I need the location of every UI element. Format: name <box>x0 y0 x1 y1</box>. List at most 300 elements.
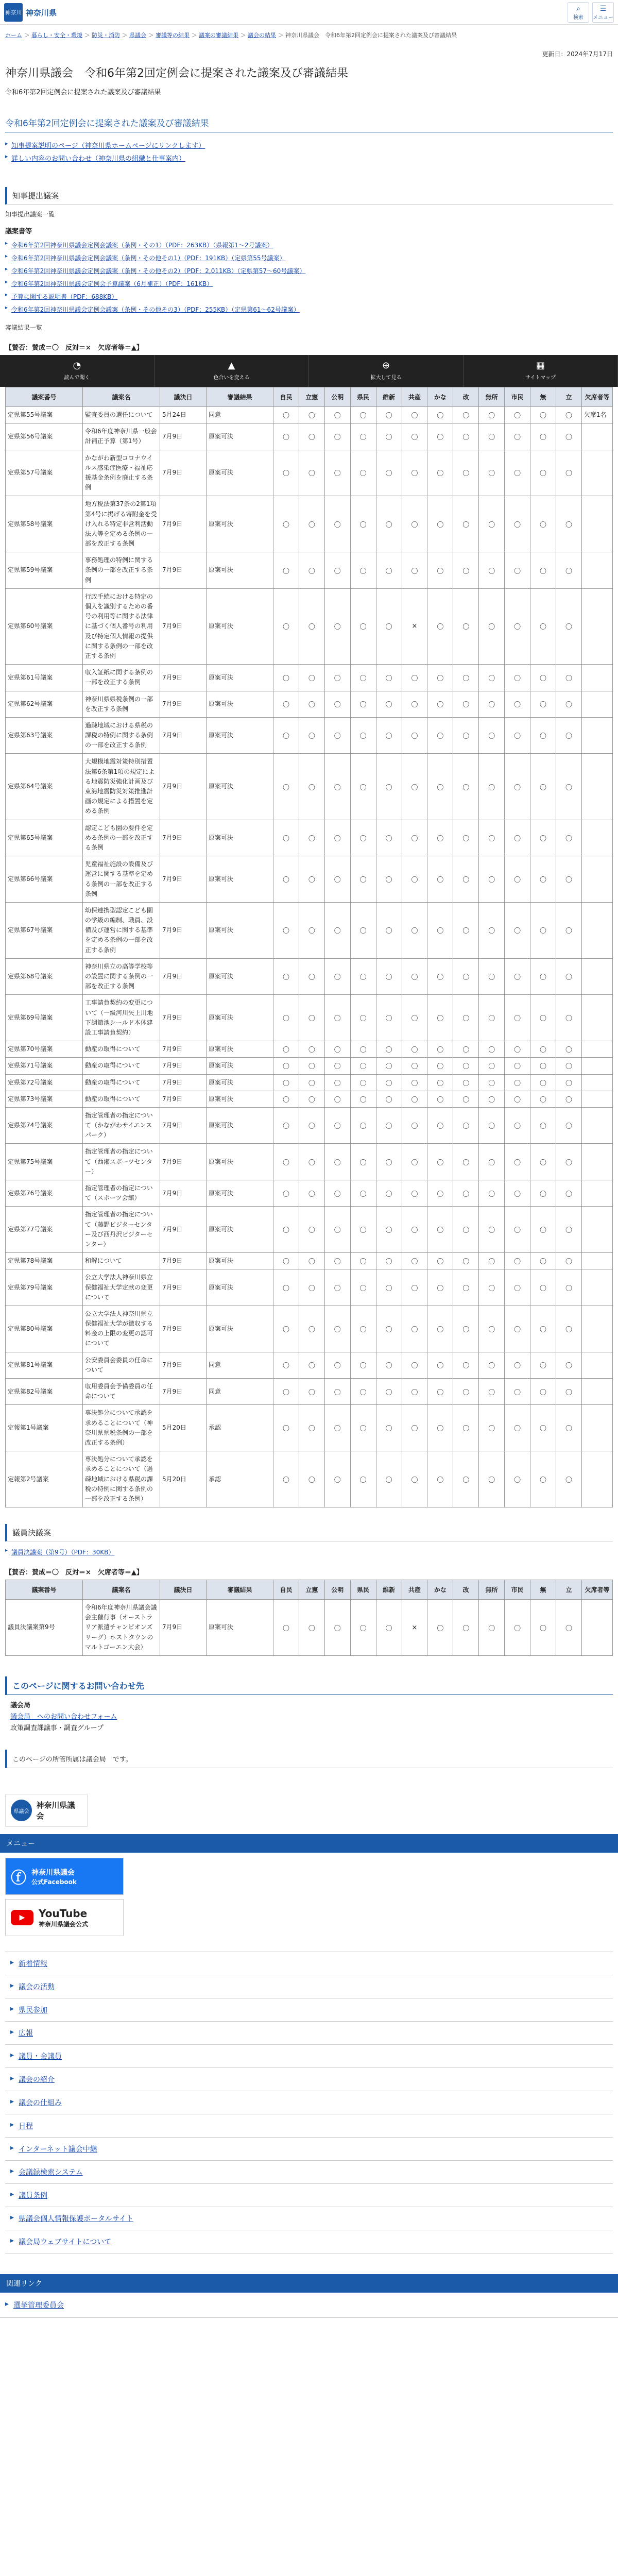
table-header-row <box>6 1580 613 1600</box>
vote-date: 7月9日 <box>160 995 207 1041</box>
table-row <box>6 820 613 856</box>
vote-mark: 〇 <box>427 1379 453 1405</box>
vote-mark: 〇 <box>530 1600 556 1656</box>
vote-mark: 〇 <box>505 1306 530 1352</box>
vote-mark: 〇 <box>427 691 453 717</box>
vote-mark: 〇 <box>350 1058 376 1074</box>
table-row <box>6 754 613 820</box>
vote-mark: 〇 <box>299 1352 324 1378</box>
facebook-banner[interactable]: ⓕ 神奈川県議会 公式Facebook <box>5 1858 124 1895</box>
footer-nav-item[interactable] <box>5 2091 613 2114</box>
vote-mark: 〇 <box>350 496 376 552</box>
vote-mark: 〇 <box>505 1107 530 1144</box>
vote-mark: 〇 <box>299 1091 324 1107</box>
vote-mark: 〇 <box>376 450 402 496</box>
footer-nav-link[interactable]: 議会の紹介 <box>19 2076 55 2084</box>
vote-mark: 〇 <box>402 665 427 691</box>
bill-name: 児童福祉施設の設備及び運営に関する基準を定める条例の一部を改正する条例 <box>83 856 160 903</box>
vote-mark: 〇 <box>427 1306 453 1352</box>
list-item <box>5 264 613 277</box>
vote-mark: × <box>402 588 427 664</box>
pdf-link[interactable]: 令和6年第2回神奈川県議会定例会議案（条例・その他その1）（PDF：191KB）（定県第55号議案） <box>11 255 286 262</box>
vote-mark: 〇 <box>453 423 479 450</box>
list-item <box>5 303 613 316</box>
bill-name: 収入証紙に関する条例の一部を改正する条例 <box>83 665 160 691</box>
vote-mark: 〇 <box>324 1451 350 1507</box>
vote-mark: 〇 <box>299 717 324 754</box>
vote-mark: 〇 <box>453 1253 479 1269</box>
vote-mark: 〇 <box>505 995 530 1041</box>
vote-mark: 〇 <box>505 856 530 903</box>
vote-mark: 〇 <box>299 1107 324 1144</box>
vote-mark: 〇 <box>299 588 324 664</box>
pdf-link[interactable]: 令和6年第2回神奈川県議会定例会議案（条例・その他その2）（PDF：2,011KB）（定県第57～60号議案） <box>11 267 306 275</box>
vote-mark: 〇 <box>376 552 402 589</box>
vote-mark: 〇 <box>530 1107 556 1144</box>
vote-mark: 〇 <box>505 820 530 856</box>
list-item <box>5 151 613 164</box>
vote-mark: 〇 <box>427 1144 453 1180</box>
footer-nav-link[interactable]: インターネット議会中継 <box>19 2145 97 2154</box>
vote-mark: 〇 <box>299 496 324 552</box>
vote-result: 原案可決 <box>207 691 273 717</box>
table-row <box>6 450 613 496</box>
search-button[interactable]: ⌕ 検索 <box>568 2 589 23</box>
vote-mark: 〇 <box>453 1074 479 1091</box>
vote-mark: 〇 <box>273 496 299 552</box>
bill-name: 専決処分について承認を求めることについて（神奈川県県税条例の一部を改正する条例） <box>83 1405 160 1451</box>
footer-nav-item[interactable] <box>5 2022 613 2045</box>
inquiry-form-link[interactable]: 議会局 へのお問い合わせフォーム <box>10 1713 117 1721</box>
vote-mark: 〇 <box>505 1207 530 1253</box>
footer-nav-item[interactable] <box>5 2045 613 2068</box>
vote-mark: 〇 <box>453 1207 479 1253</box>
vote-mark: 〇 <box>376 1144 402 1180</box>
bill-name: 公安委員会委員の任命について <box>83 1352 160 1378</box>
bill-name: 事務処理の特例に関する条例の一部を改正する条例 <box>83 552 160 589</box>
vote-mark: 〇 <box>299 1041 324 1058</box>
footer-nav-item[interactable] <box>5 2230 613 2253</box>
vote-mark: 〇 <box>402 1405 427 1451</box>
vote-mark: 〇 <box>453 1405 479 1451</box>
vote-mark: 〇 <box>479 1074 505 1091</box>
page-owner: このページの所管所属は議会局 です。 <box>5 1750 613 1768</box>
vote-mark: 〇 <box>350 1253 376 1269</box>
vote-mark: 〇 <box>556 902 581 958</box>
pdf-link[interactable]: 令和6年第2回神奈川県議会定例会議案（条例・その他その3）（PDF：255KB）（定県第61～62号議案） <box>11 306 300 313</box>
site-logo[interactable] <box>4 3 57 22</box>
vote-mark: 〇 <box>324 588 350 664</box>
breadcrumb-link[interactable]: 議案の審議結果 <box>199 32 238 39</box>
vote-mark: 〇 <box>427 902 453 958</box>
vote-mark: 〇 <box>324 407 350 423</box>
vote-mark: 〇 <box>324 1107 350 1144</box>
absence-note <box>582 1352 613 1378</box>
bill-name: 幼保連携型認定こども園の学級の編制、職員、設備及び運営に関する基準を定める条例の一部を改正する条例 <box>83 902 160 958</box>
vote-mark: 〇 <box>350 754 376 820</box>
vote-mark: 〇 <box>556 1041 581 1058</box>
absence-note <box>582 995 613 1041</box>
bill-number: 定県第57号議案 <box>6 450 83 496</box>
vote-mark: 〇 <box>324 995 350 1041</box>
vote-mark: 〇 <box>505 1041 530 1058</box>
vote-mark: 〇 <box>273 1107 299 1144</box>
absence-note <box>582 1306 613 1352</box>
vote-mark: 〇 <box>556 995 581 1041</box>
vote-mark: 〇 <box>273 1451 299 1507</box>
vote-mark: 〇 <box>350 1180 376 1207</box>
absence-note <box>582 1207 613 1253</box>
footer-nav-link[interactable]: 議会局ウェブサイトについて <box>19 2238 112 2247</box>
vote-mark: 〇 <box>530 995 556 1041</box>
vote-mark: 〇 <box>376 665 402 691</box>
vote-mark: 〇 <box>324 1253 350 1269</box>
column-header: 維新 <box>376 387 402 407</box>
vote-mark: 〇 <box>453 496 479 552</box>
vote-mark: 〇 <box>556 958 581 995</box>
vote-mark: 〇 <box>273 1144 299 1180</box>
vote-date: 7月9日 <box>160 902 207 958</box>
list-item <box>5 139 613 151</box>
gov-bills-heading: 知事提出議案 <box>5 187 613 205</box>
vote-mark: 〇 <box>479 754 505 820</box>
footer-nav-link[interactable]: 議会の活動 <box>19 1983 55 1992</box>
vote-date: 7月9日 <box>160 856 207 903</box>
assembly-logo[interactable] <box>5 1794 88 1827</box>
footer-nav-link[interactable]: 議員条例 <box>19 2192 47 2200</box>
vote-mark: 〇 <box>273 1306 299 1352</box>
bill-number: 定県第75号議案 <box>6 1144 83 1180</box>
column-header: 欠席者等 <box>582 1580 613 1600</box>
vote-mark: 〇 <box>556 665 581 691</box>
column-header: 改 <box>453 387 479 407</box>
breadcrumb-link[interactable]: 議会の結果 <box>248 32 276 39</box>
table-header-row <box>6 387 613 407</box>
vote-mark: 〇 <box>505 902 530 958</box>
page-title: 神奈川県議会 令和6年第2回定例会に提案された議案及び審議結果 <box>5 67 348 80</box>
footer-nav-link[interactable]: 県議会個人情報保護ポータルサイト <box>19 2215 134 2224</box>
vote-date: 7月9日 <box>160 665 207 691</box>
vote-mark: 〇 <box>324 1405 350 1451</box>
table-row <box>6 1107 613 1144</box>
vote-mark: 〇 <box>350 1405 376 1451</box>
governor-speech-link[interactable]: 知事提案説明のページ（神奈川県ホームページにリンクします） <box>11 142 205 150</box>
youtube-banner[interactable]: ▶ YouTube 神奈川県議会公式 <box>5 1899 124 1936</box>
footer-nav-item[interactable] <box>5 1975 613 1998</box>
bill-number: 定県第77号議案 <box>6 1207 83 1253</box>
vote-mark: 〇 <box>402 1091 427 1107</box>
footer-nav-link[interactable]: 県民参加 <box>19 2006 47 2015</box>
vote-mark: 〇 <box>530 754 556 820</box>
vote-result: 原案可決 <box>207 995 273 1041</box>
table-row <box>6 423 613 450</box>
read-aloud-button[interactable]: ◔ 読んで聞く <box>0 355 154 387</box>
vote-mark: 〇 <box>299 1058 324 1074</box>
vote-mark: 〇 <box>505 1180 530 1207</box>
bill-name: 公立大学法人神奈川県立保健福祉大学が徴収する料金の上限の変更の認可について <box>83 1306 160 1352</box>
vote-date: 7月9日 <box>160 588 207 664</box>
vote-mark: 〇 <box>402 1107 427 1144</box>
vote-mark: 〇 <box>402 995 427 1041</box>
vote-mark: 〇 <box>556 1107 581 1144</box>
vote-mark: 〇 <box>556 1091 581 1107</box>
vote-mark: 〇 <box>530 1379 556 1405</box>
footer-nav-link[interactable]: 議員・会議員 <box>19 2053 62 2061</box>
vote-date: 7月9日 <box>160 691 207 717</box>
vote-mark: × <box>402 1600 427 1656</box>
vote-mark: 〇 <box>453 995 479 1041</box>
vote-mark: 〇 <box>427 1041 453 1058</box>
absence-note <box>582 1379 613 1405</box>
breadcrumb: ホーム ＞ 暮らし・安全・環境 ＞ 防災・消防 ＞ 県議会 ＞ 審議等の結果 ＞ 議案の審議結果 ＞ 議会の結果 ＞ 神奈川県議会 令和6年第2回定例会に提案された議案及び審議結果 <box>5 32 457 39</box>
vote-mark: 〇 <box>505 1269 530 1306</box>
site-name: 神奈川県 <box>26 8 57 18</box>
vote-result: 原案可決 <box>207 1180 273 1207</box>
vote-mark: 〇 <box>350 450 376 496</box>
vote-mark: 〇 <box>350 1269 376 1306</box>
bill-number: 議員決議案第9号 <box>6 1600 83 1656</box>
bill-number: 定県第66号議案 <box>6 856 83 903</box>
absence-note <box>582 496 613 552</box>
vote-mark: 〇 <box>376 1041 402 1058</box>
vote-mark: 〇 <box>324 820 350 856</box>
column-header: かな <box>427 1580 453 1600</box>
breadcrumb-link[interactable]: 県議会 <box>129 32 146 39</box>
vote-mark: 〇 <box>402 423 427 450</box>
vote-mark: 〇 <box>556 1451 581 1507</box>
vote-mark: 〇 <box>556 691 581 717</box>
vote-mark: 〇 <box>427 450 453 496</box>
bill-name: 動産の取得について <box>83 1091 160 1107</box>
pdf-link[interactable]: 議員決議案（第9号）（PDF：30KB） <box>11 1549 115 1556</box>
vote-mark: 〇 <box>530 1058 556 1074</box>
bill-number: 定県第81号議案 <box>6 1352 83 1378</box>
related-link[interactable]: ▸ 選挙管理委員会 <box>0 2293 618 2318</box>
related-links-bar: 関連リンク <box>0 2274 618 2293</box>
color-change-button[interactable]: ▲ 色合いを変える <box>154 355 309 387</box>
table-row <box>6 496 613 552</box>
vote-date: 7月9日 <box>160 1074 207 1091</box>
footer-nav-link[interactable]: 新着情報 <box>19 1960 47 1969</box>
absence-note <box>582 1107 613 1144</box>
vote-mark: 〇 <box>427 1451 453 1507</box>
sitemap-button[interactable]: ▦ サイトマップ <box>464 355 618 387</box>
vote-mark: 〇 <box>505 1379 530 1405</box>
vote-mark: 〇 <box>479 1379 505 1405</box>
column-header: 議案名 <box>83 387 160 407</box>
footer-nav-link[interactable]: 議会の仕組み <box>19 2099 62 2108</box>
vote-result: 原案可決 <box>207 820 273 856</box>
pdf-link[interactable]: 令和6年第2回神奈川県議会定例会予算議案（6月補正）（PDF：161KB） <box>11 280 213 287</box>
footer-nav-item[interactable] <box>5 2068 613 2091</box>
vote-mark: 〇 <box>299 552 324 589</box>
vote-mark: 〇 <box>479 717 505 754</box>
vote-date: 5月20日 <box>160 1451 207 1507</box>
absence-note <box>582 820 613 856</box>
absence-note <box>582 1269 613 1306</box>
footer-nav-item[interactable] <box>5 2207 613 2230</box>
vote-mark: 〇 <box>350 856 376 903</box>
vote-mark: 〇 <box>453 754 479 820</box>
menu-button[interactable]: ☰ メニュー <box>592 2 614 23</box>
vote-mark: 〇 <box>556 1306 581 1352</box>
vote-mark: 〇 <box>530 496 556 552</box>
vote-mark: 〇 <box>402 1207 427 1253</box>
bill-number: 定県第65号議案 <box>6 820 83 856</box>
vote-mark: 〇 <box>350 1074 376 1091</box>
inquiry-dept: 政策調査課議事・調査グループ <box>10 1724 104 1733</box>
vote-mark: 〇 <box>530 1144 556 1180</box>
footer-nav-item[interactable] <box>5 1952 613 1975</box>
footer-nav-item[interactable] <box>5 1998 613 2022</box>
vote-mark: 〇 <box>556 496 581 552</box>
vote-mark: 〇 <box>376 995 402 1041</box>
pdf-list <box>0 239 618 316</box>
table-row <box>6 1379 613 1405</box>
vote-mark: 〇 <box>505 717 530 754</box>
vote-mark: 〇 <box>453 1379 479 1405</box>
vote-mark: 〇 <box>479 1041 505 1058</box>
column-header: 県民 <box>350 1580 376 1600</box>
vote-mark: 〇 <box>530 407 556 423</box>
vote-mark: 〇 <box>402 1058 427 1074</box>
vote-mark: 〇 <box>530 1091 556 1107</box>
inquiry-box <box>5 1676 613 1739</box>
vote-mark: 〇 <box>453 1600 479 1656</box>
vote-mark: 〇 <box>350 1600 376 1656</box>
vote-mark: 〇 <box>299 820 324 856</box>
bill-name: 行政手続における特定の個人を識別するための番号の利用等に関する法律に基づく個人番号の利用及び特定個人情報の提供に関する条例の一部を改正する条例 <box>83 588 160 664</box>
vote-mark: 〇 <box>299 450 324 496</box>
vote-mark: 〇 <box>350 1306 376 1352</box>
bill-number: 定県第74号議案 <box>6 1107 83 1144</box>
breadcrumb-link[interactable]: 防災・消防 <box>92 32 120 39</box>
table-row <box>6 1058 613 1074</box>
vote-mark: 〇 <box>479 423 505 450</box>
table-row <box>6 1180 613 1207</box>
vote-mark: 〇 <box>324 1091 350 1107</box>
vote-result: 同意 <box>207 1352 273 1378</box>
vote-mark: 〇 <box>427 1074 453 1091</box>
bill-number: 定県第68号議案 <box>6 958 83 995</box>
table-row <box>6 1451 613 1507</box>
vote-mark: 〇 <box>427 588 453 664</box>
footer-nav-item[interactable] <box>5 2114 613 2138</box>
vote-mark: 〇 <box>273 1091 299 1107</box>
vote-date: 7月9日 <box>160 450 207 496</box>
footer-nav-link[interactable]: 日程 <box>19 2122 33 2131</box>
zoom-button[interactable]: ⊕ 拡大して見る <box>309 355 464 387</box>
vote-mark: 〇 <box>402 1379 427 1405</box>
vote-mark: 〇 <box>299 902 324 958</box>
footer-nav-link[interactable]: 広報 <box>19 2029 33 2038</box>
vote-mark: 〇 <box>273 856 299 903</box>
vote-mark: 〇 <box>453 902 479 958</box>
vote-mark: 〇 <box>427 958 453 995</box>
vote-mark: 〇 <box>350 1352 376 1378</box>
vote-mark: 〇 <box>402 1144 427 1180</box>
vote-mark: 〇 <box>479 496 505 552</box>
vote-mark: 〇 <box>324 902 350 958</box>
bill-number: 定県第71号議案 <box>6 1058 83 1074</box>
column-header: 立 <box>556 1580 581 1600</box>
footer-nav-item[interactable] <box>5 2184 613 2207</box>
vote-mark: 〇 <box>299 407 324 423</box>
vote-date: 7月9日 <box>160 1091 207 1107</box>
vote-mark: 〇 <box>530 588 556 664</box>
pdf-link[interactable]: 令和6年第2回神奈川県議会定例会議案（条例・その1）（PDF：263KB）（県報第1～2号議案） <box>11 242 273 249</box>
vote-mark: 〇 <box>299 1207 324 1253</box>
vote-mark: 〇 <box>402 958 427 995</box>
vote-mark: 〇 <box>453 958 479 995</box>
footer-nav-link[interactable]: 会議録検索システム <box>19 2168 83 2177</box>
table-row <box>6 1405 613 1451</box>
vote-mark: 〇 <box>453 552 479 589</box>
absence-note <box>582 1041 613 1058</box>
bill-number: 定県第79号議案 <box>6 1269 83 1306</box>
vote-result: 原案可決 <box>207 1269 273 1306</box>
footer-nav-item[interactable] <box>5 2138 613 2161</box>
vote-mark: 〇 <box>324 1041 350 1058</box>
vote-mark: 〇 <box>273 958 299 995</box>
table-row <box>6 1144 613 1180</box>
vote-result: 原案可決 <box>207 1058 273 1074</box>
column-header: 自民 <box>273 1580 299 1600</box>
vote-mark: 〇 <box>453 588 479 664</box>
vote-date: 7月9日 <box>160 1379 207 1405</box>
table-row <box>6 1352 613 1378</box>
vote-result: 原案可決 <box>207 1041 273 1058</box>
vote-mark: 〇 <box>453 1144 479 1180</box>
list-item <box>5 1546 613 1558</box>
vote-mark: 〇 <box>273 1058 299 1074</box>
vote-mark: 〇 <box>299 995 324 1041</box>
vote-result: 原案可決 <box>207 496 273 552</box>
pdf-link[interactable]: 予算に関する説明書（PDF：688KB） <box>11 293 118 300</box>
absence-note <box>582 717 613 754</box>
breadcrumb-link[interactable]: ホーム <box>5 32 22 39</box>
vote-mark: 〇 <box>556 552 581 589</box>
member-vote-legend: 【賛否：賛成＝〇 反対＝× 欠席者等＝▲】 <box>5 1569 143 1577</box>
column-header: 議決日 <box>160 1580 207 1600</box>
vote-date: 7月9日 <box>160 820 207 856</box>
vote-mark: 〇 <box>479 450 505 496</box>
breadcrumb-link[interactable]: 審議等の結果 <box>156 32 190 39</box>
vote-legend: 【賛否：賛成＝〇 反対＝× 欠席者等＝▲】 <box>5 344 143 352</box>
absence-note: 欠席1名 <box>582 407 613 423</box>
vote-mark: 〇 <box>376 1058 402 1074</box>
bill-name: 工事請負契約の変更について（一級河川矢上川地下調節池シールド本体建設工事請負契約） <box>83 995 160 1041</box>
column-header: 自民 <box>273 387 299 407</box>
inquiry-guide-link[interactable]: 詳しい内容のお問い合わせ（神奈川県の組織と仕事案内） <box>11 155 186 163</box>
vote-mark: 〇 <box>505 1600 530 1656</box>
footer-nav-item[interactable] <box>5 2161 613 2184</box>
bill-name: 指定管理者の指定について（スポーツ会館） <box>83 1180 160 1207</box>
vote-mark: 〇 <box>350 717 376 754</box>
member-vote-table <box>5 1580 613 1656</box>
table-row <box>6 1306 613 1352</box>
vote-mark: 〇 <box>427 1269 453 1306</box>
bill-number: 定県第78号議案 <box>6 1253 83 1269</box>
vote-mark: 〇 <box>273 1253 299 1269</box>
breadcrumb-link[interactable]: 暮らし・安全・環境 <box>31 32 82 39</box>
palette-icon: ▲ <box>228 360 235 371</box>
vote-mark: 〇 <box>324 1600 350 1656</box>
vote-mark: 〇 <box>350 1144 376 1180</box>
vote-mark: 〇 <box>324 1207 350 1253</box>
vote-mark: 〇 <box>530 1180 556 1207</box>
vote-mark: 〇 <box>324 450 350 496</box>
